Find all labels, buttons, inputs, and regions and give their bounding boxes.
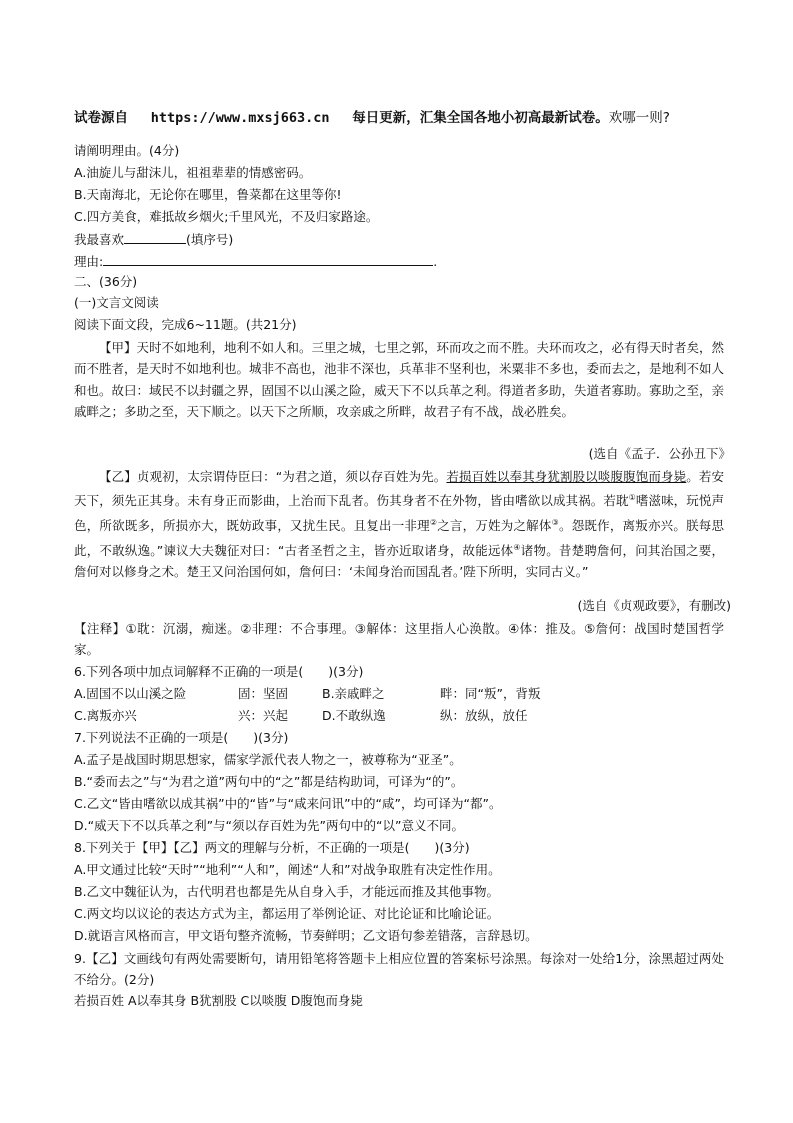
source-header [74,106,670,126]
q5-option-c: C.四方美食，难抵故乡烟火;千里风光，不及归家路途。 [74,209,379,224]
passage-yi-source: (选自《贞观政要》，有删改) [577,598,731,613]
q5-reason-row [74,251,437,272]
passage-yi [74,466,724,583]
q8-option-c: C.两文均以议论的表达方式为主，都运用了举例论证、对比论证和比喻论证。 [74,906,500,921]
q6-option-a: A.固国不以山溪之险 [74,686,187,701]
passage-jia-source: (选自《孟子．公孙丑下》 [588,446,731,461]
q6-option-d-exp: 纵：放纵，放任 [440,708,528,723]
passage-yi-part4: 之言，万姓为之解体 [437,518,552,534]
q5-prompt: 请阐明理由。(4分) [74,143,180,158]
passage-jia: 【甲】天时不如地利，地利不如人和。三里之城，七里之郭，环而攻之而不胜。夫环而攻之，必有得天时者矣，然而不胜者，是天时不如地利也。城非不高也，池非不深也，兵革非不坚利也，米粟非不多也，委而去之，是地利不如人和也。故曰：域民不以封疆之界，固国不以山溪之险，威天下不以兵革之利。得道者多助，失道者寡助。寡助之至，亲戚畔之；多助之至，天下顺之。以天下之所顺，攻亲戚之所畔，故君子有不战，战必胜矣。 [74,340,725,420]
q5-reason-end: . [433,254,438,269]
q6-option-b-exp: 畔：同“叛”，背叛 [440,686,541,701]
section2-subtitle: (一)文言文阅读 [74,295,159,310]
q9-stem: 9.【乙】文画线句有两处需要断句，请用铅笔将答题卡上相应位置的答案标号涂黑。每涂对一处给1分，涂黑超过两处不给分。(2分) [74,951,724,988]
note-ref-4: ④ [513,542,521,552]
passage-yi-part3: 嗜滋味，玩悦声色，所欲既多，所损亦大，既妨政事，又扰生民。且复出一非理 [74,493,724,534]
q6-option-b: B.亲戚畔之 [322,686,385,701]
header-prefix: 试卷源自 [74,110,128,126]
q6-row-cd [74,706,528,726]
q5-reason-blank[interactable] [103,251,433,266]
q6-option-d: D.不敢纵逸 [322,708,386,723]
q8-option-a: A.甲文通过比较“天时”“地利”“人和”，阐述“人和”对战争取胜有决定性作用。 [74,862,501,877]
q5-option-a: A.油旋儿与甜沫儿，祖祖辈辈的情感密码。 [74,165,312,180]
annotations: 【注释】①耽：沉溺，痴迷。②非理：不合事理。③解体：这里指人心涣散。④体：推及。⑤詹何：战国时楚国哲学家。 [74,621,724,658]
q5-favorite-hint: (填序号) [186,232,234,247]
q7-option-d: D.“威天下不以兵革之利”与“须以存百姓为先”两句中的“以”意义不同。 [74,818,464,833]
q7-option-a: A.孟子是战国时期思想家，儒家学派代表人物之一，被尊称为“亚圣”。 [74,752,462,767]
section2-title: 二、(36分) [74,274,138,289]
underlined-sentence: 若损百姓以奉其身犹割股以啖腹腹饱而身毙 [446,469,687,484]
q6-option-c: C.离叛亦兴 [74,708,137,723]
header-url-link[interactable]: https://www.mxsj663.cn [150,110,330,126]
q5-reason-label: 理由: [74,254,104,269]
q7-stem: 7.下列说法不正确的一项是( )(3分) [74,730,289,745]
q6-option-c-exp: 兴：兴起 [238,708,289,723]
q5-option-b: B.天南海北，无论你在哪里，鲁菜都在这里等你! [74,187,342,202]
section2-intro: 阅读下面文段，完成6~11题。(共21分) [74,317,297,332]
note-ref-1: ① [628,493,636,503]
q6-option-a-exp: 固：坚固 [238,686,289,701]
note-ref-2: ② [429,517,438,527]
q9-sentence: 若损百姓 A以奉其身 B犹割股 C以啖腹 D腹饱而身毙 [74,993,363,1008]
q5-favorite-blank[interactable] [124,229,186,244]
q5-favorite-row [74,229,233,250]
q8-option-b: B.乙文中魏征认为，古代明君也都是先从自身入手，才能远而推及其他事物。 [74,884,500,899]
q7-option-c: C.乙文“皆由嗜欲以成其祸”中的“皆”与“咸来问讯”中的“咸”，均可译为“都”。 [74,796,502,811]
passage-yi-part6: 诸物。昔楚聘詹何，问其治国之要，詹何对以修身之术。楚王又问治国何如，詹何曰：‘未闻身治而国乱者。’陛下所明，实同古义。” [74,542,724,580]
passage-yi-part1: 【乙】贞观初，太宗谓侍臣曰：“为君之道，须以存百姓为先。 [99,469,447,484]
header-slogan: 每日更新，汇集全国各地小初高最新试卷。 [352,110,609,126]
q8-stem: 8.下列关于【甲】【乙】两文的理解与分析，不正确的一项是( )(3分) [74,840,470,855]
q5-favorite-label: 我最喜欢 [74,232,125,247]
passage-yi-part5: 。怨既作，离叛亦兴。朕每思此，不敢纵逸。”谏议大夫魏征对曰：“古者圣哲之主，皆亦近取诸身，故能远体 [74,518,724,558]
q6-stem: 6.下列各项中加点词解释不正确的一项是( )(3分) [74,664,364,679]
note-ref-3: ③ [551,517,559,527]
q7-option-b: B.“委而去之”与“为君之道”两句中的“之”都是结构助词，可译为“的”。 [74,774,464,789]
q6-row-ab [74,684,540,704]
header-tail: 欢哪一则? [608,110,670,126]
q8-option-d: D.就语言风格而言，甲文语句整齐流畅，节奏鲜明；乙文语句参差错落，言辞恳切。 [74,928,538,943]
passage-yi-part2: 。若安天下，须先正其身。未有身正而影曲，上治而下乱者。伤其身者不在外物，皆由嗜欲以成其祸。若耽 [74,469,724,509]
